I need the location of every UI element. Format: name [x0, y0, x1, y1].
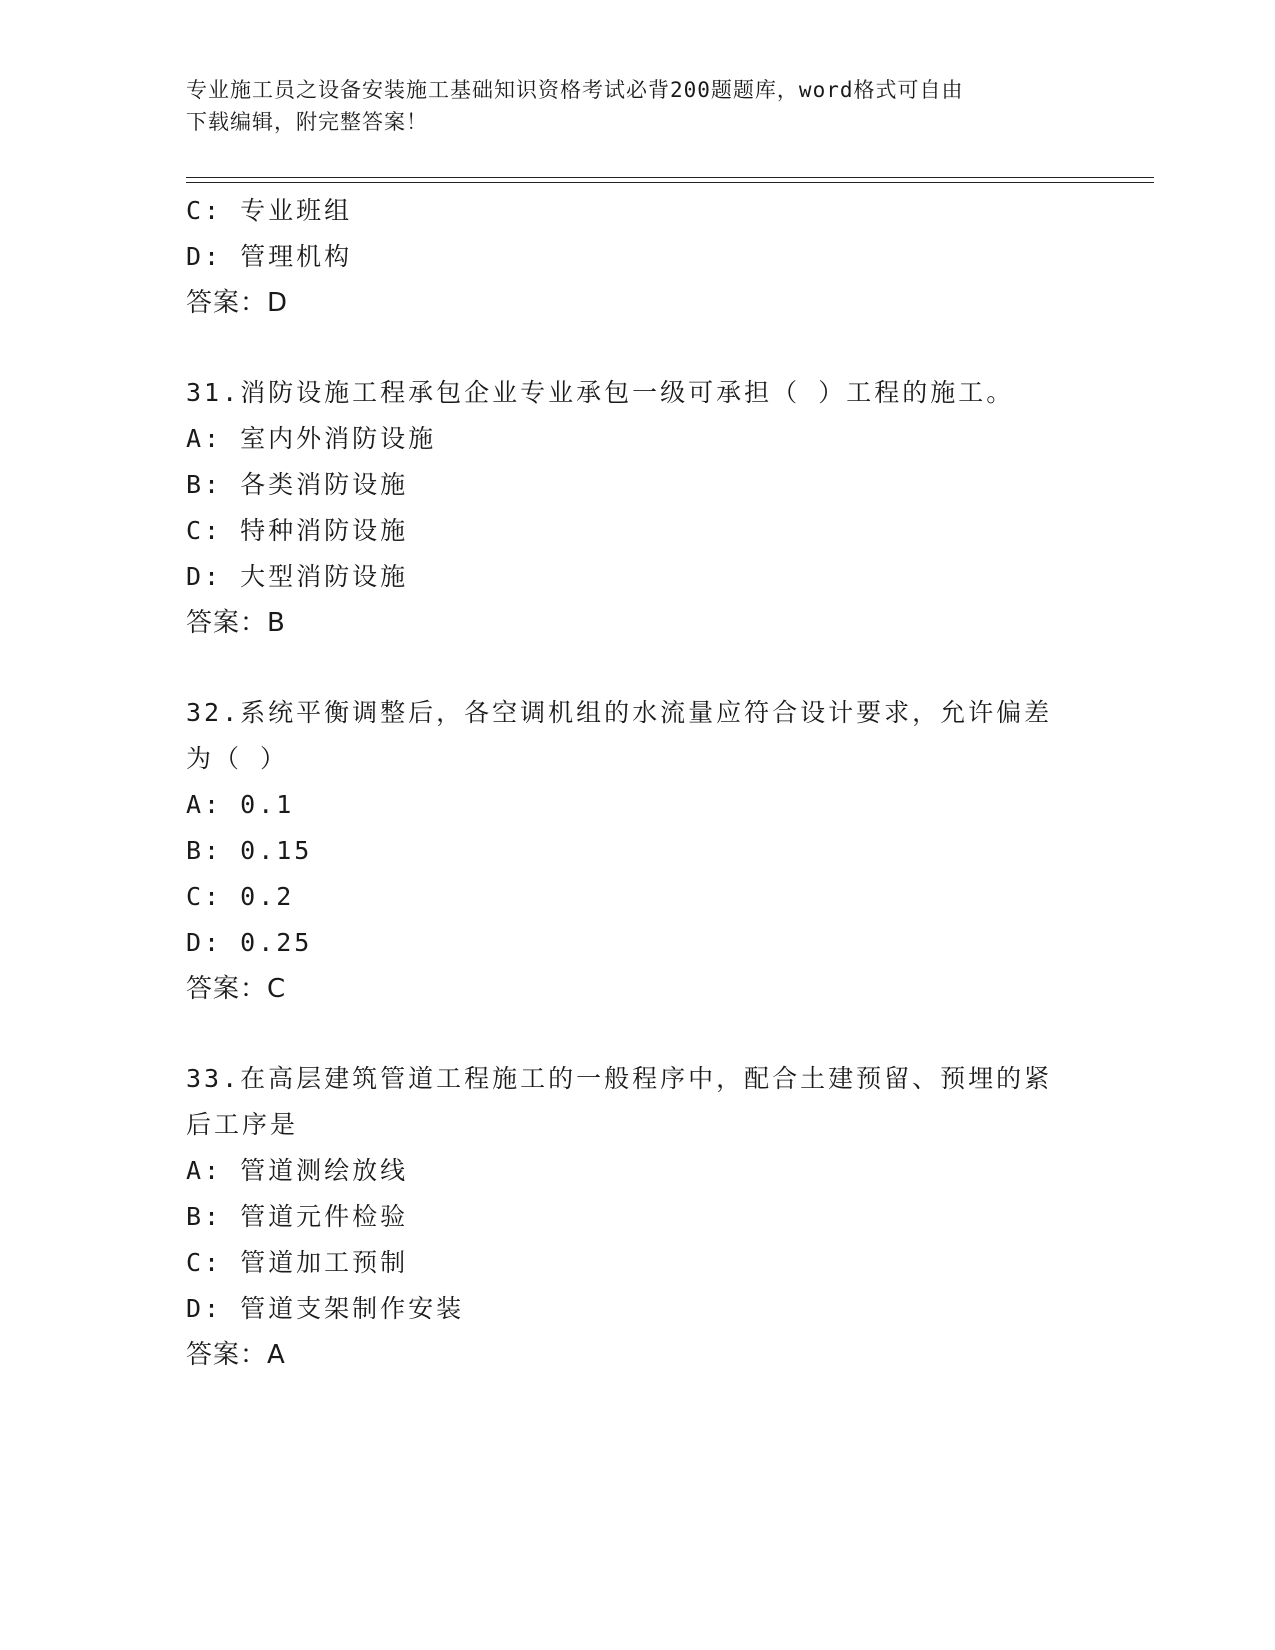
option-b: B: 0.15	[186, 836, 313, 865]
question-list	[186, 188, 1086, 1378]
spacer	[186, 326, 1086, 370]
answer: 答案：D	[186, 288, 289, 318]
option-d: D: 0.25	[186, 928, 313, 957]
option-a: A: 0.1	[186, 790, 295, 819]
option-c: C: 专业班组	[186, 196, 353, 225]
header-divider-top	[186, 177, 1154, 178]
option-c: C: 管道加工预制	[186, 1248, 409, 1277]
question-33	[186, 1056, 1086, 1378]
option-a: A: 管道测绘放线	[186, 1156, 409, 1185]
question-text-line-1: 33.在高层建筑管道工程施工的一般程序中，配合土建预留、预埋的紧	[186, 1064, 1053, 1093]
option-b: B: 各类消防设施	[186, 470, 409, 499]
question-text: 31.消防设施工程承包企业专业承包一级可承担（ ）工程的施工。	[186, 378, 1015, 407]
question-text-line-2: 后工序是	[186, 1110, 299, 1139]
answer: 答案：A	[186, 1340, 286, 1370]
header-divider-bottom	[186, 182, 1154, 183]
question-30	[186, 188, 1086, 326]
option-d: D: 管道支架制作安装	[186, 1294, 465, 1323]
option-c: C: 特种消防设施	[186, 516, 409, 545]
spacer	[186, 646, 1086, 690]
option-d: D: 管理机构	[186, 242, 353, 271]
answer: 答案：C	[186, 974, 287, 1004]
question-text-line-2: 为（ ）	[186, 744, 289, 773]
question-31	[186, 370, 1086, 646]
question-text-line-1: 32.系统平衡调整后，各空调机组的水流量应符合设计要求，允许偏差	[186, 698, 1053, 727]
question-32	[186, 690, 1086, 1012]
option-b: B: 管道元件检验	[186, 1202, 409, 1231]
option-c: C: 0.2	[186, 882, 295, 911]
document-header	[186, 74, 1066, 138]
header-line-2: 下载编辑，附完整答案！	[186, 110, 428, 134]
header-line-1: 专业施工员之设备安装施工基础知识资格考试必背200题题库，word格式可自由	[186, 78, 964, 102]
option-a: A: 室内外消防设施	[186, 424, 437, 453]
option-d: D: 大型消防设施	[186, 562, 409, 591]
spacer	[186, 1012, 1086, 1056]
answer: 答案：B	[186, 608, 286, 638]
